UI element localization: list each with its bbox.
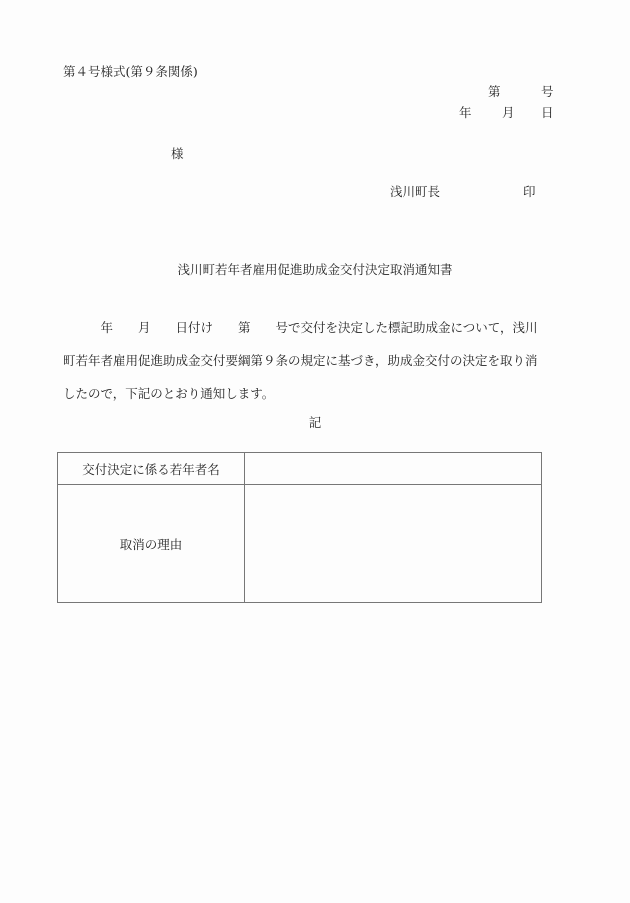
body-line: 年 月 日付け 第 号で交付を決定した標記助成金について，浅川 (63, 320, 538, 335)
issuer-name: 浅川町長 (390, 184, 441, 199)
body-line: したので，下記のとおり通知します。 (63, 386, 275, 401)
body-line: 町若年者雇用促進助成金交付要綱第９条の規定に基づき，助成金交付の決定を取り消 (63, 353, 538, 368)
date-year: 年 (459, 105, 472, 120)
cancel-reason-field[interactable] (245, 485, 542, 603)
cancel-reason-label: 取消の理由 (58, 485, 245, 603)
table-row (58, 485, 542, 603)
recipient-name-label: 交付決定に係る若年者名 (58, 453, 245, 485)
ki-heading: 記 (308, 415, 322, 430)
seal-mark: 印 (523, 184, 536, 199)
document-title: 浅川町若年者雇用促進助成金交付決定取消通知書 (177, 262, 453, 277)
details-table (57, 452, 542, 603)
recipient-name-field[interactable] (245, 453, 542, 485)
doc-number-prefix: 第 (488, 84, 501, 99)
date-month: 月 (502, 105, 515, 120)
body-paragraph (63, 311, 583, 410)
addressee: 様 (171, 146, 184, 161)
form-number: 第４号様式(第９条関係) (63, 64, 198, 79)
doc-number-suffix: 号 (541, 84, 554, 99)
date-day: 日 (541, 105, 554, 120)
table-row (58, 453, 542, 485)
